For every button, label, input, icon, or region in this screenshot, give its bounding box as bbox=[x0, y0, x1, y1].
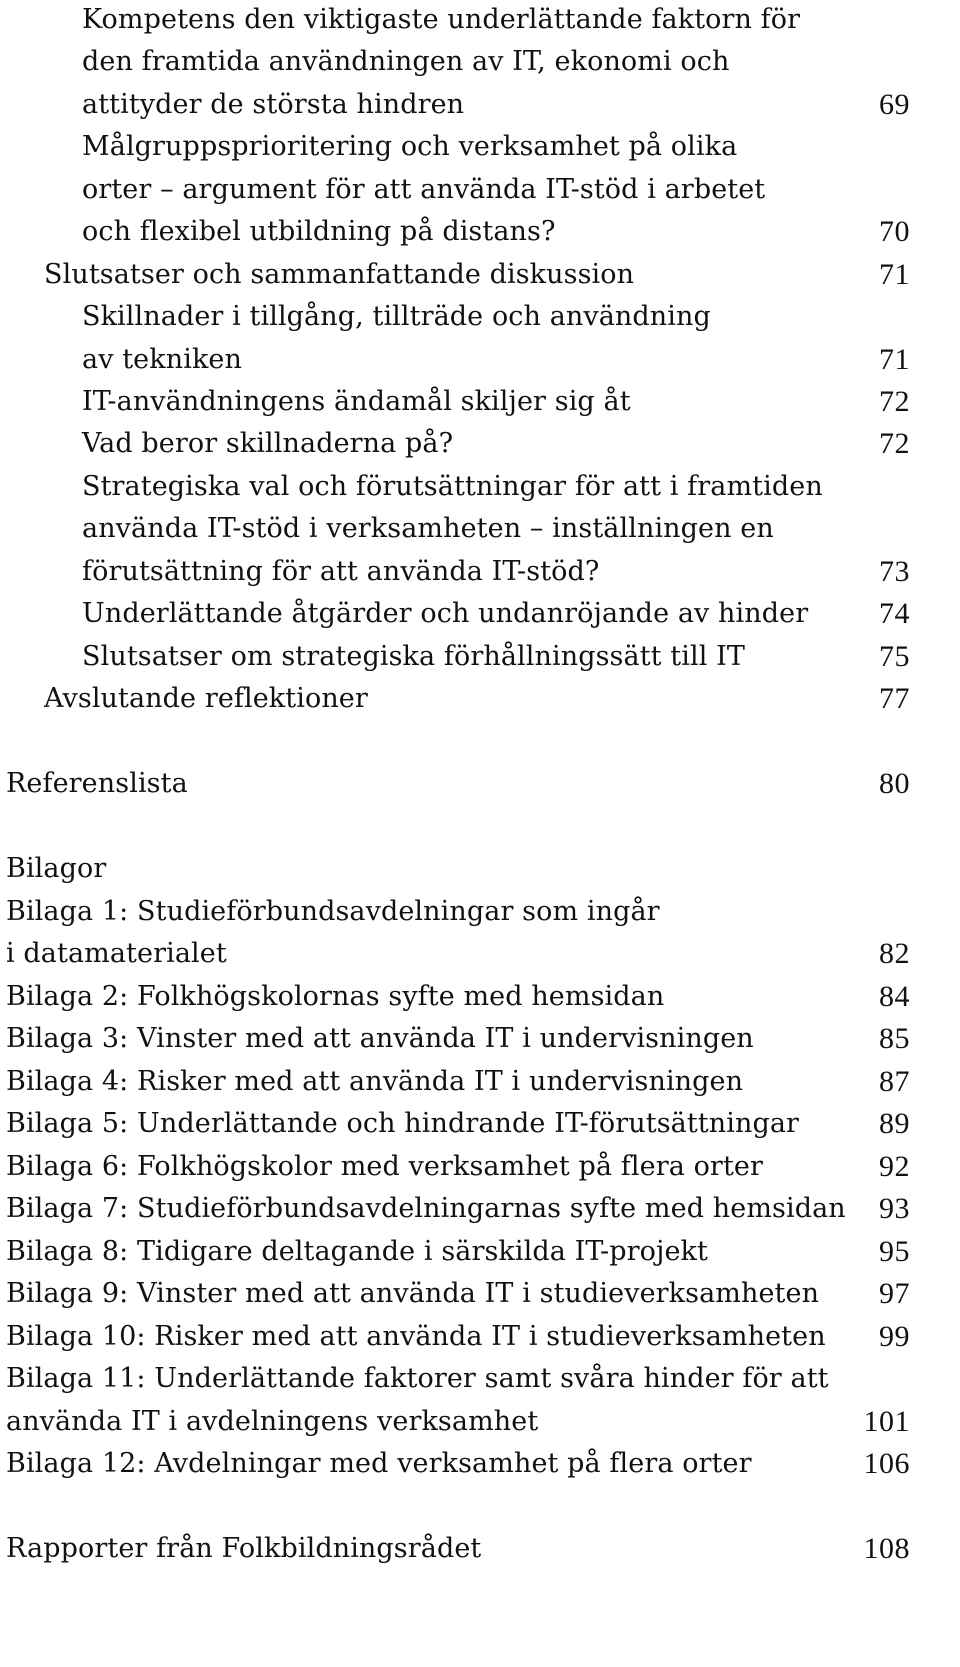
toc-page-number: 89 bbox=[879, 1107, 910, 1140]
toc-entry bbox=[82, 0, 910, 42]
toc-entry-text: förutsättning för att använda IT-stöd? bbox=[82, 556, 600, 587]
toc-entry bbox=[82, 82, 910, 127]
toc-entry-text: och flexibel utbildning på distans? bbox=[82, 216, 556, 247]
toc-entry bbox=[82, 634, 910, 679]
toc-page-number: 106 bbox=[863, 1447, 910, 1480]
toc-page-number: 92 bbox=[879, 1150, 910, 1183]
toc-entry bbox=[82, 167, 910, 212]
toc-entry-text: Bilaga 6: Folkhögskolor med verksamhet på flera orter bbox=[6, 1151, 763, 1182]
toc-page-number: 95 bbox=[879, 1235, 910, 1268]
toc-entry-text: Skillnader i tillgång, tillträde och användning bbox=[82, 301, 711, 332]
toc-page-number: 71 bbox=[879, 258, 910, 291]
toc-entry-text: Bilaga 2: Folkhögskolornas syfte med hemsidan bbox=[6, 981, 665, 1012]
appendix-entry bbox=[6, 1314, 910, 1359]
toc-entry-text: använda IT i avdelningens verksamhet bbox=[6, 1406, 539, 1437]
toc-entry bbox=[82, 294, 910, 339]
toc-entry-text: Målgruppsprioritering och verksamhet på olika bbox=[82, 131, 738, 162]
toc-entry-text: Referenslista bbox=[6, 768, 188, 799]
toc-entry bbox=[82, 124, 910, 169]
toc-entry bbox=[44, 676, 910, 721]
appendix-entry bbox=[6, 1229, 910, 1274]
toc-entry-text: attityder de största hindren bbox=[82, 89, 465, 120]
toc-entry-text: Bilaga 8: Tidigare deltagande i särskilda IT-projekt bbox=[6, 1236, 708, 1267]
toc-page-number: 99 bbox=[879, 1320, 910, 1353]
appendix-entry bbox=[6, 974, 910, 1019]
toc-entry-text: Bilaga 9: Vinster med att använda IT i studieverksamheten bbox=[6, 1278, 820, 1309]
toc-page-number: 80 bbox=[879, 767, 910, 800]
toc-page-number: 97 bbox=[879, 1277, 910, 1310]
toc-page-number: 108 bbox=[863, 1532, 910, 1565]
toc-entry-text: Vad beror skillnaderna på? bbox=[82, 428, 454, 459]
appendix-entry bbox=[6, 1101, 910, 1146]
toc-page-number: 74 bbox=[879, 597, 910, 630]
toc-page-number: 70 bbox=[879, 215, 910, 248]
toc-entry bbox=[82, 379, 910, 424]
appendix-entry bbox=[6, 1441, 910, 1486]
toc-page-number: 73 bbox=[879, 555, 910, 588]
toc-entry bbox=[82, 421, 910, 466]
appendix-entry bbox=[6, 1016, 910, 1061]
toc-entry-referenslista bbox=[6, 761, 910, 806]
toc-entry bbox=[82, 549, 910, 594]
toc-entry-text: Bilaga 12: Avdelningar med verksamhet på flera orter bbox=[6, 1448, 752, 1479]
toc-page-number: 72 bbox=[879, 427, 910, 460]
appendix-entry bbox=[6, 1059, 910, 1104]
toc-entry-text: Bilaga 1: Studieförbundsavdelningar som ingår bbox=[6, 896, 660, 927]
appendix-entry bbox=[6, 1144, 910, 1189]
toc-entry-text: Bilaga 10: Risker med att använda IT i studieverksamheten bbox=[6, 1321, 826, 1352]
toc-entry-rapporter bbox=[6, 1526, 910, 1571]
toc-entry-text: Bilaga 7: Studieförbundsavdelningarnas syfte med hemsidan bbox=[6, 1193, 846, 1224]
toc-page-number: 101 bbox=[863, 1405, 910, 1438]
toc-entry-text: Rapporter från Folkbildningsrådet bbox=[6, 1533, 482, 1564]
appendix-entry bbox=[6, 889, 910, 934]
toc-entry bbox=[82, 464, 910, 509]
toc-entry-text: använda IT-stöd i verksamheten – inställningen en bbox=[82, 513, 774, 544]
toc-entry-text: Bilaga 4: Risker med att använda IT i undervisningen bbox=[6, 1066, 744, 1097]
toc-page-number: 71 bbox=[879, 343, 910, 376]
toc-entry-text: Bilaga 3: Vinster med att använda IT i undervisningen bbox=[6, 1023, 754, 1054]
toc-page-number: 77 bbox=[879, 682, 910, 715]
toc-page-number: 75 bbox=[879, 640, 910, 673]
toc-entry bbox=[82, 591, 910, 636]
toc-page-number: 72 bbox=[879, 385, 910, 418]
toc-entry-text: Slutsatser om strategiska förhållningssätt till IT bbox=[82, 641, 746, 672]
appendix-entry bbox=[6, 1356, 910, 1401]
toc-page-number: 85 bbox=[879, 1022, 910, 1055]
toc-page-number: 84 bbox=[879, 980, 910, 1013]
toc-entry bbox=[82, 337, 910, 382]
appendix-entry bbox=[6, 1271, 910, 1316]
toc-entry-text: Bilaga 5: Underlättande och hindrande IT-förutsättningar bbox=[6, 1108, 800, 1139]
toc-entry-text: den framtida användningen av IT, ekonomi och bbox=[82, 46, 730, 77]
toc-entry-text: orter – argument för att använda IT-stöd i arbetet bbox=[82, 174, 766, 205]
bilagor-heading-text: Bilagor bbox=[6, 853, 107, 884]
toc-entry-text: i datamaterialet bbox=[6, 938, 227, 969]
toc-entry-text: IT-användningens ändamål skiljer sig åt bbox=[82, 386, 631, 417]
bilagor-heading bbox=[6, 846, 910, 891]
toc-entry-text: Bilaga 11: Underlättande faktorer samt svåra hinder för att bbox=[6, 1363, 829, 1394]
toc-entry bbox=[82, 39, 910, 84]
appendix-entry bbox=[6, 1399, 910, 1444]
toc-entry bbox=[44, 252, 910, 297]
toc-entry bbox=[82, 209, 910, 254]
toc-page-number: 93 bbox=[879, 1192, 910, 1225]
appendix-entry bbox=[6, 1186, 910, 1231]
toc-entry-text: Slutsatser och sammanfattande diskussion bbox=[44, 259, 635, 290]
toc-entry-text: av tekniken bbox=[82, 344, 242, 375]
toc-entry-text: Strategiska val och förutsättningar för att i framtiden bbox=[82, 471, 823, 502]
appendix-entry bbox=[6, 931, 910, 976]
toc-page-number: 82 bbox=[879, 937, 910, 970]
toc-page-number: 69 bbox=[879, 88, 910, 121]
toc-entry-text: Underlättande åtgärder och undanröjande av hinder bbox=[82, 598, 809, 629]
toc-entry bbox=[82, 506, 910, 551]
toc-entry-text: Avslutande reflektioner bbox=[44, 683, 368, 714]
toc-page-number: 87 bbox=[879, 1065, 910, 1098]
toc-entry-text: Kompetens den viktigaste underlättande faktorn för bbox=[82, 4, 801, 35]
